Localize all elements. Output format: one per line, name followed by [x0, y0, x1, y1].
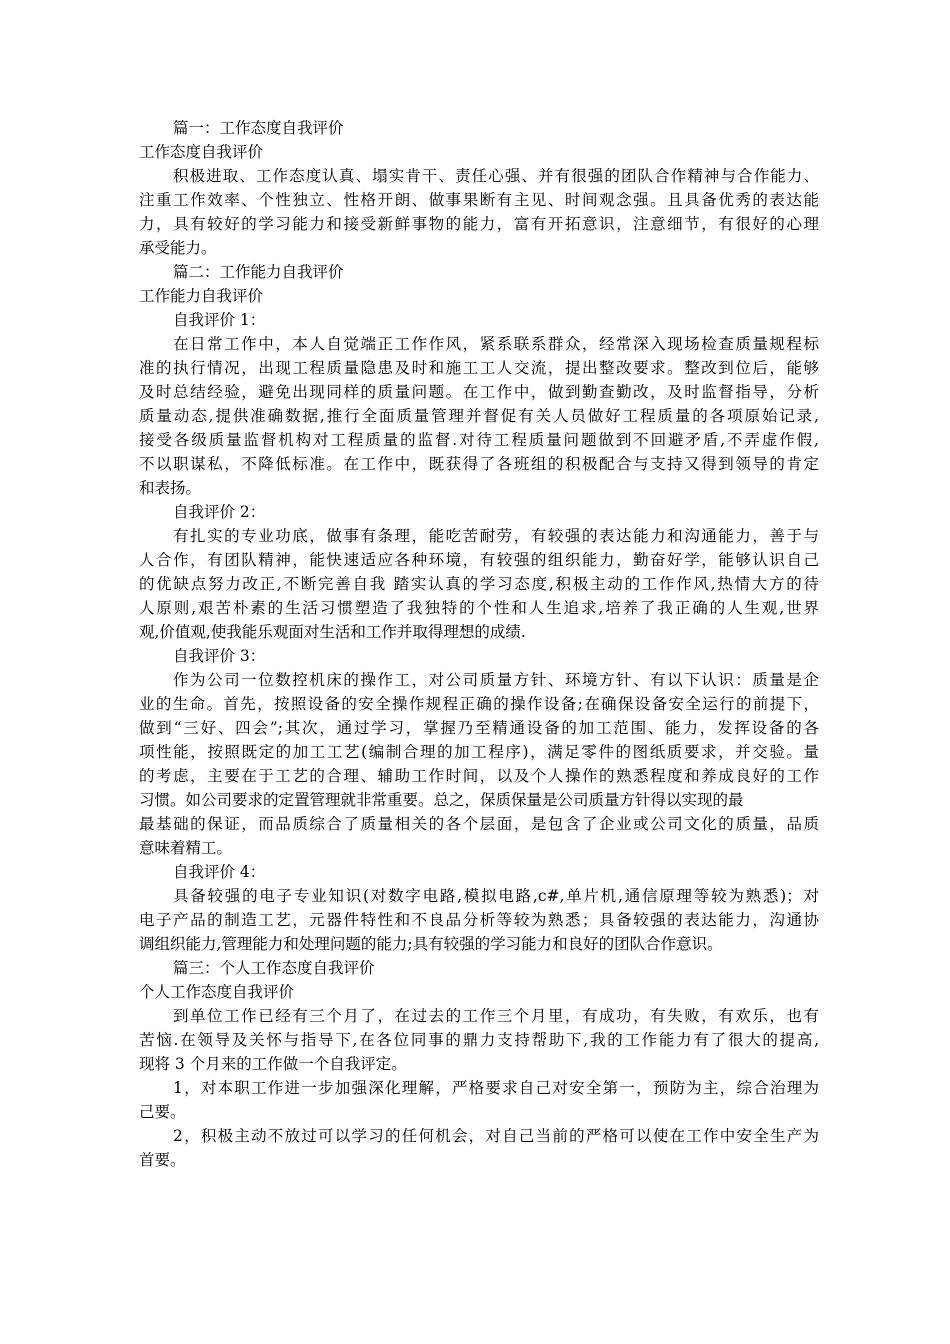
text-line: 及时总结经验，避免出现同样的质量问题。在工作中，做到勤查勤改，及时监督指导，分析 [139, 383, 819, 401]
section-heading: 篇二：工作能力自我评价 [173, 263, 344, 281]
text-line: 习惯。如公司要求的定置管理就非常重要。总之，保质保量是公司质量方针得以实现的最 [139, 791, 744, 809]
text-line: 在日常工作中，本人自觉端正工作作风，紧系联系群众，经常深入现场检查质量规程标 [173, 335, 819, 353]
text-line: 质量动态,提供准确数据,推行全面质量管理并督促有关人员做好工程质量的各项原始记录, [139, 407, 819, 425]
text-line: 积极进取、工作态度认真、塌实肯干、责任心强、并有很强的团队合作精神与合作能力、 [173, 167, 819, 185]
text-line: 项性能，按照既定的加工工艺(编制合理的加工程序)，满足零件的图纸质要求，并交验。量 [139, 743, 819, 761]
text-line: 做到“三好、四会”;其次，通过学习，掌握乃至精通设备的加工范围、能力，发挥设备的各 [139, 719, 819, 737]
text-line: 作为公司一位数控机床的操作工，对公司质量方针、环境方针、有以下认识：质量是企 [173, 671, 819, 689]
section-title: 工作能力自我评价 [139, 287, 264, 305]
text-line: 人原则,艰苦朴素的生活习惯塑造了我独特的个性和人生追求,培养了我正确的人生观,世界 [139, 599, 819, 617]
text-line: 到单位工作已经有三个月了，在过去的工作三个月里，有成功，有失败，有欢乐，也有 [173, 1007, 819, 1025]
section-title: 个人工作态度自我评价 [139, 983, 295, 1001]
text-line: 最基础的保证，而品质综合了质量相关的各个层面，是包含了企业或公司文化的质量，品质 [139, 815, 819, 833]
text-line: 意味着精工。 [139, 839, 233, 857]
text-line: 电子产品的制造工艺，元器件特性和不良品分析等较为熟悉；具备较强的表达能力，沟通协 [139, 911, 819, 929]
section-heading: 篇一：工作态度自我评价 [173, 119, 344, 137]
text-line: 现将 3 个月来的工作做一个自我评定。 [139, 1055, 407, 1073]
text-line: 有扎实的专业功底，做事有条理，能吃苦耐劳，有较强的表达能力和沟通能力，善于与 [173, 527, 819, 545]
text-line: 接受各级质量监督机构对工程质量的监督.对待工程质量问题做到不回避矛盾,不弄虚作假, [139, 431, 819, 449]
text-line: 准的执行情况，出现工程质量隐患及时和施工工人交流，提出整改要求。整改到位后，能够 [139, 359, 819, 377]
text-line: 业的生命。首先，按照设备的安全操作规程正确的操作设备;在确保设备安全运行的前提下， [139, 695, 819, 713]
text-line: 人合作，有团队精神，能快速适应各种环境，有较强的组织能力，勤奋好学，能够认识自己 [139, 551, 819, 569]
text-line: 注重工作效率、个性独立、性格开朗、做事果断有主见、时间观念强。且具备优秀的表达能 [139, 191, 819, 209]
text-line: 观,价值观,使我能乐观面对生活和工作并取得理想的成绩. [139, 623, 526, 641]
text-line: 首要。 [139, 1151, 186, 1169]
section-heading: 篇三：个人工作态度自我评价 [173, 959, 375, 977]
text-line: 2，积极主动不放过可以学习的任何机会，对自己当前的严格可以使在工作中安全生产为 [173, 1127, 819, 1145]
text-line: 1，对本职工作进一步加强深化理解，严格要求自己对安全第一，预防为主，综合治理为 [173, 1079, 819, 1097]
section-title: 工作态度自我评价 [139, 143, 264, 161]
evaluation-label: 自我评价 1： [173, 311, 266, 329]
text-line: 的优缺点努力改正,不断完善自我 踏实认真的学习态度,积极主动的工作作风,热情大方的待 [139, 575, 819, 593]
text-line: 己要。 [139, 1103, 186, 1121]
text-line: 苦恼.在领导及关怀与指导下,在各位同事的鼎力支持帮助下,我的工作能力有了很大的提高, [139, 1031, 819, 1049]
text-line: 的考虑，主要在于工艺的合理、辅助工作时间，以及个人操作的熟悉程度和养成良好的工作 [139, 767, 819, 785]
text-line: 力，具有较好的学习能力和接受新鲜事物的能力，富有开拓意识，注意细节，有很好的心理 [139, 215, 819, 233]
text-line: 承受能力。 [139, 239, 217, 257]
text-line: 和表扬。 [139, 479, 202, 497]
text-line: 不以职谋私，不降低标准。在工作中，既获得了各班组的积极配合与支持又得到领导的肯定 [139, 455, 819, 473]
evaluation-label: 自我评价 4： [173, 863, 266, 881]
text-line: 具备较强的电子专业知识(对数字电路,模拟电路,c#,单片机,通信原理等较为熟悉)；对 [173, 887, 819, 905]
evaluation-label: 自我评价 2： [173, 503, 266, 521]
text-line: 调组织能力,管理能力和处理问题的能力;具有较强的学习能力和良好的团队合作意识。 [139, 935, 723, 953]
evaluation-label: 自我评价 3： [173, 647, 266, 665]
